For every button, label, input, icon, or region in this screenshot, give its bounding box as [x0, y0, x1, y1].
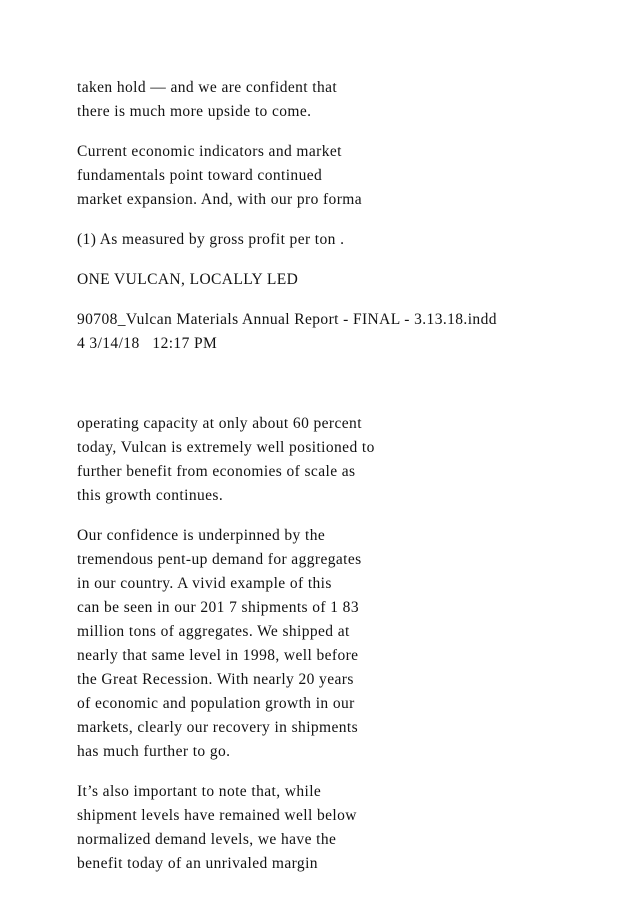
text-line: today, Vulcan is extremely well positioned to — [77, 439, 375, 456]
text-line: It’s also important to note that, while — [77, 783, 322, 800]
text-line: further benefit from economies of scale as — [77, 463, 356, 480]
text-line: Current economic indicators and market — [77, 143, 342, 160]
text-line: can be seen in our 201 7 shipments of 1 83 — [77, 599, 359, 616]
text-line: markets, clearly our recovery in shipments — [77, 719, 359, 736]
text-line: has much further to go. — [77, 743, 231, 760]
text-line: operating capacity at only about 60 percent — [77, 415, 362, 432]
section-heading: ONE VULCAN, LOCALLY LED — [77, 271, 299, 288]
text-line: nearly that same level in 1998, well before — [77, 647, 359, 664]
text-line: this growth continues. — [77, 487, 224, 504]
text-line: normalized demand levels, we have the — [77, 831, 337, 848]
text-line: taken hold — and we are confident that — [77, 79, 338, 96]
text-line: there is much more upside to come. — [77, 103, 312, 120]
text-line: of economic and population growth in our — [77, 695, 355, 712]
text-line: fundamentals point toward continued — [77, 167, 323, 184]
text-line: market expansion. And, with our pro forma — [77, 191, 363, 208]
footnote: (1) As measured by gross profit per ton . — [77, 231, 345, 248]
text-line: the Great Recession. With nearly 20 years — [77, 671, 354, 688]
text-line: in our country. A vivid example of this — [77, 575, 332, 592]
file-timestamp-line: 4 3/14/18 12:17 PM — [77, 335, 218, 352]
text-line: million tons of aggregates. We shipped at — [77, 623, 350, 640]
text-line: tremendous pent-up demand for aggregates — [77, 551, 362, 568]
text-line: shipment levels have remained well below — [77, 807, 357, 824]
file-name-line: 90708_Vulcan Materials Annual Report - FINAL - 3.13.18.indd — [77, 311, 497, 328]
text-line: Our confidence is underpinned by the — [77, 527, 326, 544]
text-line: benefit today of an unrivaled margin — [77, 855, 318, 872]
